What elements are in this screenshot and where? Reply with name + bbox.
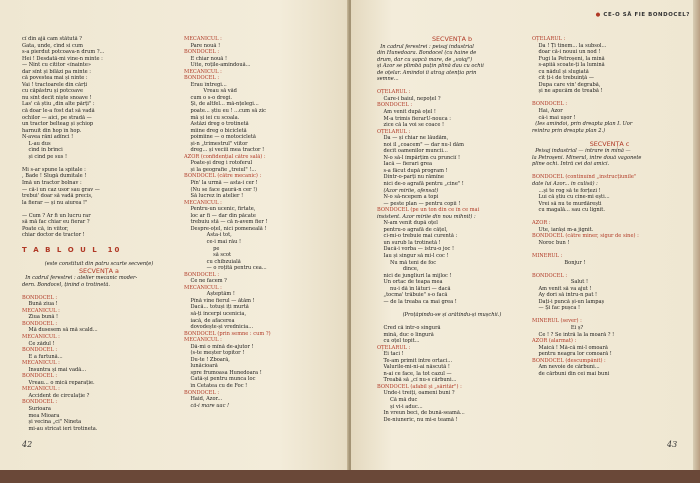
stage-direction: din Hunedoara. Bondocel (cu haine de xyxy=(377,50,477,57)
text-line: Astăzi dreg o trotinetă xyxy=(184,121,249,128)
text-line: N-am venit după oțel xyxy=(377,220,438,227)
text-line: cum o s-o dregi. xyxy=(184,94,232,101)
text-line: nici de-o agrafă pentru „cine" ! xyxy=(377,180,464,187)
text-line: Haid, Azor... xyxy=(184,396,223,403)
text-line: dreg... și veciîi mea tractor ! xyxy=(184,147,265,154)
text-line: Un ortac de teapa mea xyxy=(377,279,443,286)
speaker-label: BONDOCEL : xyxy=(184,271,220,278)
text-line: cu chibzuială xyxy=(184,258,241,265)
stage-direction: date lui Azor... în culisă) : xyxy=(532,180,598,187)
stage-direction: In cadrul ferestrei : peisaj industrial xyxy=(377,43,474,50)
text-line: nici de jungliuri la mijloc ! xyxy=(377,272,452,279)
right-page xyxy=(351,0,693,470)
text-line: ochilor — aici, pe stradă — xyxy=(22,114,92,121)
text-line: — peste plan — pentru copii ! xyxy=(377,200,461,207)
text-line: Pînă vine fierul — ătăm ! xyxy=(184,297,255,304)
right-column-2 xyxy=(532,36,687,377)
text-line: Pîn' la urmă — asta-i cer ! xyxy=(184,180,258,187)
text-line: s-a făcut după program ! xyxy=(377,167,448,174)
text-line: Uite, roțile-amîndouă... xyxy=(184,62,251,69)
stage-direction: dern. Bondocel, ținînd o trotinetă. xyxy=(22,281,111,288)
text-line: Bună ziua ! xyxy=(22,301,58,308)
text-line: Ce ! ? Se intră la la moară ? ! xyxy=(532,331,615,338)
speaker-label: MECANICUL : xyxy=(22,334,60,341)
text-line: mîine dreg o bicicletă xyxy=(184,127,247,134)
stage-direction: reintra prin dreapta plan 2.) xyxy=(532,127,606,134)
speaker-label: MECANICUL : xyxy=(22,360,60,367)
text-line: — o roțită pentru cea... xyxy=(184,265,267,272)
text-line: Imă un tractor bolnav : xyxy=(22,180,82,187)
text-line: Iacă — fierari grea xyxy=(377,161,433,168)
text-line: nu-i dă în lături — dacă xyxy=(377,285,451,292)
text-line: n-ai ce face, la tot cazul — xyxy=(377,370,452,377)
text-line: Luí că știu cu cine-mi ești... xyxy=(532,194,610,201)
text-line: lunăcioară xyxy=(184,363,218,370)
text-line: Cred că într-o singură xyxy=(377,325,441,332)
text-line: și la geografie „treiul" !... xyxy=(184,166,257,173)
text-line: Insuntra și mai vadă... xyxy=(22,366,87,373)
text-line: Ziua bună ! xyxy=(22,314,59,321)
speaker-label: BONDOCEL (către miner, sigur de sine) : xyxy=(532,233,639,240)
text-line: Și, de altfel... mă-nțelegi... xyxy=(184,101,259,108)
speaker-label: BONDOCEL (prin semne : cum ?) xyxy=(184,330,271,337)
text-line: să scot xyxy=(184,252,231,259)
speaker-label: MECANICUL : xyxy=(22,307,60,314)
text-line: ce-i mai rău ! xyxy=(184,238,242,245)
text-line: Dacă... totuși iți murtă xyxy=(184,304,249,311)
text-line: Salut ! xyxy=(532,279,589,286)
text-line: cu căpăstru și potcoave xyxy=(22,88,84,95)
text-line: — că-i un caz usor sau grav — xyxy=(22,186,100,193)
text-line: cu magală... sau cu lignit. xyxy=(532,207,605,214)
text-line: și cînd pe sus ! xyxy=(22,153,68,160)
text-line: Vreau să văd xyxy=(184,88,237,95)
text-line: că doar le-a fost dat să vadă xyxy=(22,108,95,115)
section-heading: SECVENȚA a xyxy=(79,267,119,275)
speaker-label: BONDOCEL : xyxy=(377,102,413,109)
text-line: și vecina „cî" Nineta xyxy=(22,419,82,426)
text-line: Am venit după oțel ! xyxy=(377,108,436,115)
text-line: M-a trimis fierarU-nouca : xyxy=(377,115,451,122)
text-line: Pentru-un ucenic, firtate, xyxy=(184,206,256,213)
text-line: Gata, unde, cînd si cum xyxy=(22,42,83,49)
text-line: N-o să-l împărțim cu prunciî ! xyxy=(377,154,461,161)
text-line: mea Mioara xyxy=(22,412,60,419)
text-line: Vreau... o mică reparație. xyxy=(22,379,95,386)
speaker-label: BONDOCEL : xyxy=(22,320,58,327)
text-line: cu oțel topit... xyxy=(377,338,420,345)
text-line: Accident de circulație ? xyxy=(22,392,90,399)
speaker-label: OȚELARUL : xyxy=(532,36,566,42)
stage-direction: (este constituit din patru scurte secvențe) xyxy=(44,261,154,268)
text-line: un surub la trotinetă ! xyxy=(377,239,441,246)
speaker-label: BONDOCEL : xyxy=(532,272,568,279)
text-line: la fierar — și nu aiurea !" xyxy=(22,199,88,206)
stage-direction: plîne ochi. Intră cei doi amici. xyxy=(532,161,610,168)
stage-direction: (Azor mîrîie, ofensat) xyxy=(377,187,439,194)
speaker-label: BONDOCEL : xyxy=(184,389,220,396)
speaker-label: MECANICUL : xyxy=(184,284,222,291)
text-line: Despre-oțel, nici pomeneală ! xyxy=(184,225,267,232)
stage-direction: de oțelar. Amîndoi îi atrag atenția prin xyxy=(377,69,477,76)
text-line: Așteptăm ! xyxy=(184,291,235,298)
text-line: Da ! Ți tinem... la subsol... xyxy=(532,42,607,49)
text-line: s-a pierdut potcoava-n drum ?... xyxy=(22,49,105,56)
page-edge xyxy=(693,0,700,472)
text-line: Dintr-o-parți nu rămîne xyxy=(377,174,444,181)
text-line: „tocma' trăbuie" s-o facă xyxy=(377,292,448,299)
speaker-label: BONDOCEL : xyxy=(22,294,58,301)
speaker-label: AZOR (confidențial către sală) : xyxy=(184,153,266,160)
text-line: Pare nouă ! xyxy=(184,42,221,49)
text-line: și vi-i aduc... xyxy=(377,403,423,410)
text-line: Vai ! tractoarele din cărți xyxy=(22,81,88,88)
text-line: Dă-mi o mînă de-ajutor ! xyxy=(184,343,254,350)
text-line: Să lucrez în atelier ! xyxy=(184,193,244,200)
stage-direction: Peisaj industrial — intrare în mină — xyxy=(532,148,631,155)
speaker-label: BONDOCEL : xyxy=(532,101,568,108)
text-line: dar sînt și bilăzi pa minte : xyxy=(22,68,91,75)
stage-direction: că-i mare uac ! xyxy=(184,402,230,409)
text-line: Treabă să „cî nu-s cărbuni... xyxy=(377,377,457,384)
text-line: Ei taci ! xyxy=(377,351,404,358)
text-line: Erau întregi... xyxy=(184,81,227,88)
text-line: — Și fac pușca ! xyxy=(532,305,581,312)
text-line: pentru-o agrafă de cățel, xyxy=(377,226,448,233)
text-line: cu nădul și slugiată xyxy=(532,68,589,75)
text-line: Hai, Azor xyxy=(532,108,563,115)
speaker-label: BONDOCEL (continuînd „instrucțiunile" xyxy=(532,174,637,181)
speaker-label: BONDOCEL : xyxy=(22,347,58,354)
text-line: Cată-și pentru munca loc xyxy=(184,376,256,383)
left-page xyxy=(0,0,349,470)
text-line: dovodește-și vrednicia... xyxy=(184,324,254,331)
text-line: cît ți-i de trebuință — xyxy=(532,75,594,82)
text-line: zice că la voi se coace ! xyxy=(377,122,444,129)
text-line: să-ți încerpi ucenicia, xyxy=(184,310,247,317)
text-line: nu sînt decît niște snoave ! xyxy=(22,94,92,101)
text-line: Du-te ! Zboară, xyxy=(184,356,230,363)
text-line: Vrei să nu te murdărești xyxy=(532,200,602,207)
text-line: mă și iei cu scoala. xyxy=(184,114,240,121)
text-line: Mă dusesem să mă scald... xyxy=(22,327,98,334)
text-line: Ce ne facem ? xyxy=(184,278,227,285)
text-line: de cărbuni din cei mai buni xyxy=(532,370,610,377)
text-line: poimîine — o motocicletă xyxy=(184,134,256,141)
running-head-title: CE-O SĂ FIE BONDOCEL? xyxy=(603,12,690,18)
stage-direction: (Proțăpindu-se și arătîndu-și mușchii.) xyxy=(402,311,502,318)
text-line: Poate-și dreg i rotoferul xyxy=(184,160,253,167)
left-column-2 xyxy=(184,36,342,409)
text-line: doar că-i nouui un nod ! xyxy=(532,49,601,56)
text-line: N-avea răni adînci ! xyxy=(22,134,74,141)
text-line: L-au dus xyxy=(22,140,51,147)
speaker-label: MINERUL : xyxy=(532,253,563,259)
text-line: poate... știu eu ! ...cum să zic xyxy=(184,108,267,115)
speaker-label: MECANICUL : xyxy=(184,199,222,206)
text-line: Mi s-ar spune la spitale : xyxy=(22,166,86,173)
running-head-bullet: ● xyxy=(595,12,601,18)
left-column-1 xyxy=(22,36,176,432)
text-line: Am nevoie de cărbuni... xyxy=(532,364,600,371)
text-line: Care-i baiul, nepoțel ? xyxy=(377,95,441,102)
text-line: Bonjur ! xyxy=(532,259,586,266)
speaker-label: BONDOCEL (afabil și „sărităr") : xyxy=(377,383,462,390)
text-line: Poate că, în viitor, xyxy=(22,225,69,232)
text-line: și ne apucăm de treabă ! xyxy=(532,88,603,95)
text-line: In vreun beci, de bună-seamă... xyxy=(377,410,465,417)
speaker-label: BONDOCEL (descumpănit) : xyxy=(532,357,606,364)
text-line: Dacă-i vorba — istru-o joc ! xyxy=(377,246,455,253)
speaker-label: MECANICUL : xyxy=(184,337,222,344)
text-line: Da — și chiar ne lăudăm, xyxy=(377,135,449,142)
text-line: E a furtună... xyxy=(22,353,63,360)
text-line: pentru neagra lor comoară ! xyxy=(532,351,612,358)
text-line: mi-au stricat ieri trotineta. xyxy=(22,425,98,432)
text-line: Valurile-mi-ni-ai născută ! xyxy=(377,364,450,371)
text-line: Nu mă teni de foc xyxy=(377,259,437,266)
text-line: pe xyxy=(184,245,220,252)
text-line: Ce zădul ! xyxy=(22,340,55,347)
section-heading: SECVENȚA b xyxy=(431,36,473,43)
text-line: — Nînt cu cititor «înainte» xyxy=(22,62,91,69)
text-line: Că mă duc xyxy=(377,397,418,404)
text-line: Am venit să va ajut ! xyxy=(532,285,592,292)
text-line: Unde-i treiți, oameni buni ? xyxy=(377,390,455,397)
text-line: Fugi la Petroșeni, la mină xyxy=(532,55,605,62)
speaker-label: BONDOCEL (către mecanic) : xyxy=(184,173,262,180)
text-line: să mă fac chiar eu fierar ? xyxy=(22,219,90,226)
speaker-label: MECANICUL : xyxy=(184,68,222,75)
text-line: Ay dori să intru-n pat ! xyxy=(532,292,598,299)
stage-direction: și Azor se plimbă puțin plină dau cu ochii xyxy=(377,63,484,70)
text-line: Maică ! Mă-că mi-l omoară xyxy=(532,344,608,351)
book-cover-edge xyxy=(0,470,700,483)
text-line: și-n „trimestrul" viitor xyxy=(184,140,248,147)
text-line: Dați-i puncă și-un lampaș xyxy=(532,298,605,305)
text-line: decît oamenilor muncii... xyxy=(377,148,448,155)
text-line: un tractor belteag și șchiop xyxy=(22,121,94,128)
speaker-label: MECANICUL : xyxy=(184,36,222,42)
text-line: Asta-i tot, xyxy=(184,232,232,239)
speaker-label: OȚELARUL : xyxy=(377,344,411,351)
speaker-label: BONDOCEL (pe un ton din ce în ce mai xyxy=(377,207,480,214)
text-line: trebuiu stă — că n-avem fier ! xyxy=(184,219,268,226)
speaker-label: BONDOCEL : xyxy=(184,75,220,82)
text-line: Dupa care vin' degrabă, xyxy=(532,81,601,88)
text-line: dince, xyxy=(377,266,419,273)
speaker-label: MECANICUL : xyxy=(22,386,60,393)
page-number-left: 42 xyxy=(22,440,33,449)
running-head xyxy=(556,12,690,18)
speaker-label: BONDOCEL : xyxy=(184,49,220,56)
speaker-label: OȚELARUL : xyxy=(377,128,411,135)
text-line: noi îl „coacem" — dar nu-l dăm xyxy=(377,141,464,148)
right-column-1 xyxy=(377,36,527,423)
text-line: că-i mai ușor ! xyxy=(532,114,576,121)
text-line: (s-te meșter topitor ! xyxy=(184,350,245,357)
text-line: iacă, de afacerea xyxy=(184,317,235,324)
speaker-label: AZOR (alarmat) : xyxy=(532,338,577,345)
text-line: în Cetatea cu de Foc ! xyxy=(184,382,248,389)
text-line: cînd în brînci xyxy=(22,147,63,154)
text-line: că povestea mai și ninte : xyxy=(22,75,88,82)
speaker-label: BONDOCEL : xyxy=(22,373,58,380)
text-line: — Cum ? Ar fi un lucru rar xyxy=(22,212,91,219)
text-line: (Nu se face gaură-n cer !) xyxy=(184,186,258,193)
text-line: N-o să-ncepem a topi xyxy=(377,194,439,201)
stage-direction: In cadrul ferestrei : atelier mecanic moder- xyxy=(22,275,138,282)
stage-direction: la Petroșeni. Minerul, intre două vagonete xyxy=(532,154,642,161)
text-line: Iau și singur să mi-l coc ! xyxy=(377,253,449,259)
text-line: trebui' doar să vadă precis, xyxy=(22,193,93,200)
page-number-right: 43 xyxy=(667,440,678,449)
text-line: Hei ! Desdată-mi vine-n minte : xyxy=(22,55,103,62)
text-line: mînă, duc o lingură xyxy=(377,331,434,338)
speaker-label: MINERUL (sever) : xyxy=(532,318,582,325)
text-line: De-niuneric, nu mi-e teamă ! xyxy=(377,416,458,423)
text-line: , Bade ! Slugă dumitale ! xyxy=(22,173,87,180)
text-line: spre frumoasa Hunedoara ! xyxy=(184,369,262,376)
text-line: Ei ș? xyxy=(532,325,584,332)
text-line: — de la treaba ca mai grea ! xyxy=(377,298,457,305)
text-line: s-apiiă scoate-ți la lumină xyxy=(532,62,605,69)
speaker-label: AZOR : xyxy=(532,220,551,227)
section-heading: SECVENȚA c xyxy=(589,140,630,148)
text-line: Las' că știu „din alte părți" : xyxy=(22,101,95,108)
text-line: loc ar fi — dar din păcate xyxy=(184,212,256,219)
stage-direction: drum, dar cu șapcă mare, de „voiaj") xyxy=(377,56,473,63)
text-line: Ute, iarăși m-a jignit. xyxy=(532,226,594,233)
text-line: harnuit din hop în hop. xyxy=(22,127,82,134)
text-line: chiar doctor de tractor ! xyxy=(22,232,85,239)
text-line: cî din ajă cam stătută ? xyxy=(22,36,82,42)
stage-direction: semne... xyxy=(377,76,399,83)
text-line: E chiar nouă ! xyxy=(184,55,227,62)
text-line: Surioara xyxy=(22,406,51,413)
stage-direction: insistent. Azor mîrîie din nou mîhnit) : xyxy=(377,213,476,220)
stage-direction: (Ies amîndoi, prin dreapta plan I. Uor xyxy=(532,121,633,128)
speaker-label: BONDOCEL : xyxy=(22,399,58,406)
speaker-label: OȚELARUL : xyxy=(377,89,411,96)
text-line: Te-am primit între ortaci... xyxy=(377,357,453,364)
text-line: ci-mi-o trebuie mai curentă : xyxy=(377,233,458,240)
text-line: Noroc bun ! xyxy=(532,239,570,246)
text-line: ...și te rog să te forțezi ! xyxy=(532,187,601,194)
tableau-heading: T A B L O U L 10 xyxy=(22,245,122,254)
